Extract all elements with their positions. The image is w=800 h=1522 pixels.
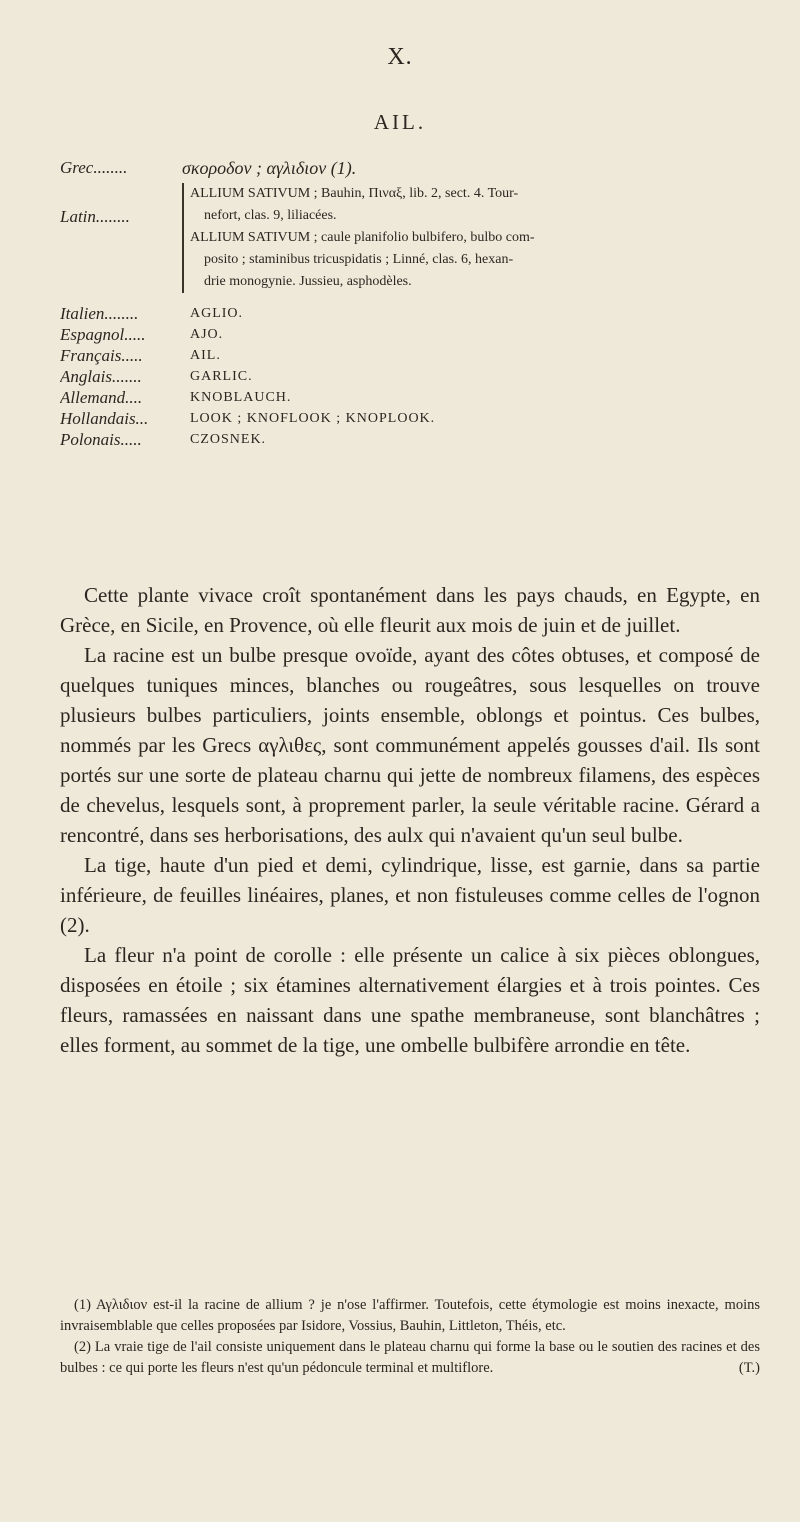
paragraph-flower: La fleur n'a point de corolle : elle présente un calice à six pièces oblongues, disposées en étoile ; six étamines alternativement élargies et à trois pointes. Ces fleurs, ramassées en naissant dans une spathe membraneuse, sont blanchâtres ; elles forment, au sommet de la tige, une ombelle bulbifère arrondie en tête. <box>60 943 760 1057</box>
synonym-row-francais <box>60 345 780 366</box>
footnotes <box>60 1295 760 1379</box>
page-title: AIL. <box>373 110 427 134</box>
author-signature: (T.) <box>738 1360 760 1376</box>
synonymy-block <box>60 158 780 450</box>
synonym-label: Anglais....... <box>60 367 142 386</box>
description-text <box>60 580 760 1060</box>
synonym-label: Latin........ <box>60 207 130 226</box>
footnote-2 <box>60 1337 760 1379</box>
synonym-value: AIL. <box>190 348 221 363</box>
synonym-label: Allemand.... <box>60 388 143 407</box>
plate-number: X. <box>387 44 413 70</box>
synonym-label: Français..... <box>60 346 143 365</box>
synonym-value: σκοροδον ; αγλιδιον (1). <box>182 158 357 178</box>
synonym-label: Hollandais... <box>60 409 149 428</box>
synonym-value: KNOBLAUCH. <box>190 390 292 405</box>
synonym-row-allemand <box>60 387 780 408</box>
synonym-row-polonais <box>60 429 780 450</box>
paragraph-stem: La tige, haute d'un pied et demi, cylindrique, lisse, est garnie, dans sa partie inférieure, de feuilles linéaires, planes, et non fistuleuses comme celles de l'ognon (2). <box>60 853 760 937</box>
footnote-1: (1) Αγλιδιον est-il la racine de allium ? je n'ose l'affirmer. Toutefois, cette étymologie est moins inexacte, moins invraisemblable que celles proposées par Isidore, Vossius, Bauhin, Littleton, Théis, etc. <box>60 1297 760 1334</box>
latin-line: nefort, clas. 9, liliacées. <box>204 208 337 223</box>
synonym-row-italien <box>60 303 780 324</box>
synonym-value: CZOSNEK. <box>190 432 267 447</box>
latin-synonyms <box>182 183 780 293</box>
synonym-label: Italien........ <box>60 304 139 323</box>
synonym-label: Grec........ <box>60 158 128 177</box>
synonym-row-grec <box>60 158 780 179</box>
synonym-value: AJO. <box>190 327 224 342</box>
synonym-label: Polonais..... <box>60 430 142 449</box>
footnote-2-text: (2) La vraie tige de l'ail consiste uniquement dans le plateau charnu qui forme la base ou le soutien des racines et des bulbes : ce qui porte les fleurs n'est qu'un pédoncule terminal et multiflore. <box>60 1339 760 1376</box>
synonym-label: Espagnol..... <box>60 325 146 344</box>
latin-line: posito ; staminibus tricuspidatis ; Linné, clas. 6, hexan- <box>204 252 514 267</box>
paragraph-habitat: Cette plante vivace croît spontanément dans les pays chauds, en Egypte, en Grèce, en Sicile, en Provence, où elle fleurit aux mois de juin et de juillet. <box>60 583 760 637</box>
synonym-value: LOOK ; KNOFLOOK ; KNOPLOOK. <box>190 411 436 426</box>
synonym-value: GARLIC. <box>190 369 253 384</box>
synonym-row-hollandais <box>60 408 780 429</box>
latin-line: drie monogynie. Jussieu, asphodèles. <box>204 274 412 289</box>
synonym-row-latin <box>60 183 780 293</box>
latin-line: ALLIUM SATIVUM ; Bauhin, Πιναξ, lib. 2, sect. 4. Tour- <box>190 186 519 201</box>
paragraph-root: La racine est un bulbe presque ovoïde, ayant des côtes obtuses, et composé de quelques tuniques minces, blanches ou rougeâtres, sous lesquelles on trouve plusieurs bulbes particuliers, joints ensemble, oblongs et pointus. Ces bulbes, nommés par les Grecs αγλιθες, sont communément appelés gousses d'ail. Ils sont portés sur une sorte de plateau charnu qui jette de nombreux filamens, des espèces de chevelus, lesquels sont, à proprement parler, la seule véritable racine. Gérard a rencontré, dans ses herborisations, des aulx qui n'avaient qu'un seul bulbe. <box>60 643 760 847</box>
vernacular-names <box>60 303 780 450</box>
latin-line: ALLIUM SATIVUM ; caule planifolio bulbifero, bulbo com- <box>190 230 535 245</box>
synonym-value: AGLIO. <box>190 306 244 321</box>
synonym-row-espagnol <box>60 324 780 345</box>
synonym-row-anglais <box>60 366 780 387</box>
